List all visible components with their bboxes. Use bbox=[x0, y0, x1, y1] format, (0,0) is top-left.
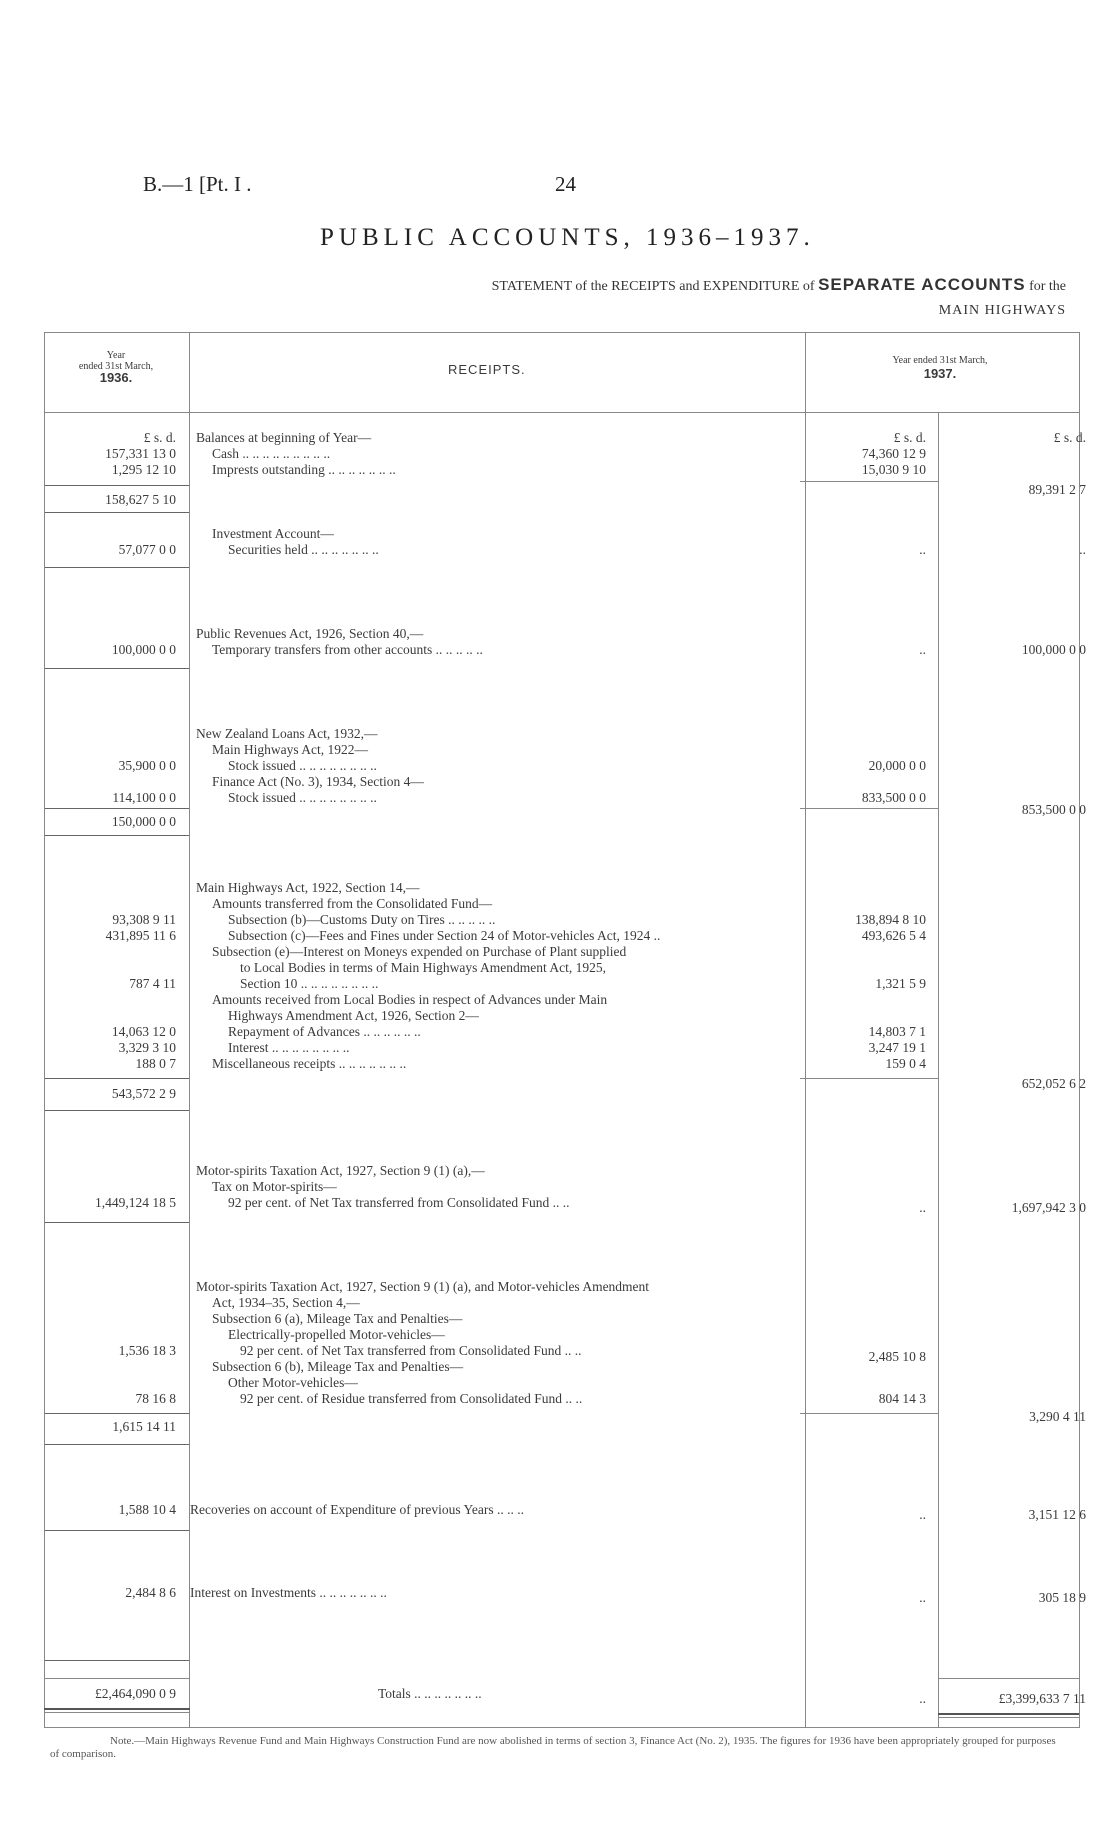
table-row-subtotal: 150,000 0 0 bbox=[111, 814, 176, 829]
table-row-prev: 78 16 8 bbox=[135, 1391, 176, 1406]
table-row-total: 3,151 12 6 bbox=[1028, 1507, 1086, 1522]
prev-year-heading-year: 1936. bbox=[99, 370, 133, 385]
table-row-total: 3,290 4 11 bbox=[1029, 1409, 1086, 1424]
table-row-label: Main Highways Act, 1922, Section 14,— bbox=[196, 880, 420, 895]
table-row-amount: 2,485 10 8 bbox=[868, 1349, 926, 1364]
table-row-subtotal: 1,615 14 11 bbox=[112, 1419, 176, 1434]
table-row-prev: 157,331 13 0 bbox=[105, 446, 176, 461]
table-row-label: Interest .. .. .. .. .. .. .. .. bbox=[228, 1040, 350, 1055]
subtotal-rule bbox=[800, 1413, 938, 1414]
totals-label: Totals .. .. .. .. .. .. .. bbox=[378, 1686, 482, 1701]
table-top-rule bbox=[44, 332, 1080, 333]
table-row-label: 92 per cent. of Residue transferred from Consolidated Fund .. .. bbox=[240, 1391, 583, 1406]
table-row-label: Imprests outstanding .. .. .. .. .. .. .. bbox=[212, 462, 396, 477]
table-row-label: Subsection (b)—Customs Duty on Tires .. .. .. .. .. bbox=[228, 912, 496, 927]
table-row-label: Recoveries on account of Expenditure of previous Years .. .. .. bbox=[190, 1502, 525, 1517]
section-rule bbox=[45, 835, 189, 836]
table-row-label: Amounts transferred from the Consolidated Fund— bbox=[212, 896, 493, 911]
statement-subtitle-line2: MAIN HIGHWAYS bbox=[938, 303, 1066, 318]
table-row-prev: 93,308 9 11 bbox=[112, 912, 176, 927]
section-rule bbox=[45, 1660, 189, 1661]
table-row-prev: 787 4 11 bbox=[129, 976, 176, 991]
subtotal-rule bbox=[800, 1078, 938, 1079]
table-row-amount: .. bbox=[919, 1507, 926, 1522]
receipts-column-rule bbox=[805, 332, 806, 1727]
prev-year-column-heading bbox=[44, 350, 188, 385]
table-row-amount: 804 14 3 bbox=[878, 1391, 926, 1406]
total-currency-header: £ s. d. bbox=[1053, 430, 1086, 445]
table-row-amount: 15,030 9 10 bbox=[861, 462, 926, 477]
statement-subtitle bbox=[492, 275, 1066, 295]
table-row-label: Amounts received from Local Bodies in respect of Advances under Main bbox=[212, 992, 608, 1007]
table-row-amount: 14,803 7 1 bbox=[868, 1024, 926, 1039]
table-row-label: Subsection (e)—Interest on Moneys expended on Purchase of Plant supplied bbox=[212, 944, 627, 959]
prev-year-heading-line1: Year bbox=[106, 350, 126, 361]
table-row-amount: 1,321 5 9 bbox=[875, 976, 926, 991]
table-row-label: Highways Amendment Act, 1926, Section 2— bbox=[228, 1008, 479, 1023]
table-row-amount: 20,000 0 0 bbox=[868, 758, 926, 773]
table-row-total: 652,052 6 2 bbox=[1021, 1076, 1086, 1091]
table-row-label: Public Revenues Act, 1926, Section 40,— bbox=[196, 626, 424, 641]
subtotal-rule bbox=[45, 1413, 189, 1414]
table-row-prev: 3,329 3 10 bbox=[118, 1040, 176, 1055]
table-row-label: Repayment of Advances .. .. .. .. .. .. bbox=[228, 1024, 421, 1039]
table-row-prev: 1,588 10 4 bbox=[118, 1502, 176, 1517]
table-row-amount: 833,500 0 0 bbox=[861, 790, 926, 805]
table-row-label: Securities held .. .. .. .. .. .. .. bbox=[228, 542, 379, 557]
current-year-heading-year: 1937. bbox=[923, 366, 957, 381]
grand-total-double-rule bbox=[938, 1717, 1079, 1718]
table-row-label: Finance Act (No. 3), 1934, Section 4— bbox=[212, 774, 424, 789]
prev-currency-header: £ s. d. bbox=[143, 430, 176, 445]
grand-total-double-rule bbox=[938, 1713, 1079, 1715]
table-row-label: Electrically-propelled Motor-vehicles— bbox=[228, 1327, 445, 1342]
subtotal-rule bbox=[800, 481, 938, 482]
table-row-prev: 14,063 12 0 bbox=[111, 1024, 176, 1039]
table-row-prev: 114,100 0 0 bbox=[112, 790, 176, 805]
table-row-label: Section 10 .. .. .. .. .. .. .. .. bbox=[240, 976, 379, 991]
table-row-label: 92 per cent. of Net Tax transferred from Consolidated Fund .. .. bbox=[240, 1343, 582, 1358]
section-rule bbox=[45, 1530, 189, 1531]
table-row-total: 1,697,942 3 0 bbox=[1011, 1200, 1086, 1215]
table-row-label: Act, 1934–35, Section 4,— bbox=[212, 1295, 360, 1310]
table-row-prev: 188 0 7 bbox=[135, 1056, 176, 1071]
amount-column-rule bbox=[938, 412, 939, 1727]
table-row-amount: 138,894 8 10 bbox=[855, 912, 926, 927]
section-rule bbox=[45, 512, 189, 513]
table-row-prev: 57,077 0 0 bbox=[118, 542, 176, 557]
table-row-label: Miscellaneous receipts .. .. .. .. .. .. .. bbox=[212, 1056, 407, 1071]
table-row-total: 305 18 9 bbox=[1038, 1590, 1086, 1605]
table-left-rule bbox=[44, 332, 45, 1727]
table-row-label: Balances at beginning of Year— bbox=[196, 430, 372, 445]
current-year-heading-line1: Year ended 31st March, bbox=[892, 355, 988, 366]
table-bottom-rule bbox=[44, 1727, 1080, 1728]
table-row-prev: 1,295 12 10 bbox=[111, 462, 176, 477]
subtotal-rule bbox=[45, 808, 189, 809]
subtotal-rule bbox=[800, 808, 938, 809]
table-row-prev: 1,449,124 18 5 bbox=[95, 1195, 176, 1210]
current-year-grand-total: £3,399,633 7 11 bbox=[998, 1691, 1086, 1706]
table-row-amount: .. bbox=[919, 1590, 926, 1605]
table-row-total: .. bbox=[1079, 542, 1086, 557]
table-row-subtotal: 543,572 2 9 bbox=[111, 1086, 176, 1101]
table-row-amount: 493,626 5 4 bbox=[861, 928, 926, 943]
table-row-amount: .. bbox=[919, 1200, 926, 1215]
section-rule bbox=[45, 567, 189, 568]
table-row-label: Investment Account— bbox=[212, 526, 334, 541]
table-row-label: 92 per cent. of Net Tax transferred from Consolidated Fund .. .. bbox=[228, 1195, 570, 1210]
table-row-label: New Zealand Loans Act, 1932,— bbox=[196, 726, 378, 741]
table-row-label: Motor-spirits Taxation Act, 1927, Section 9 (1) (a), and Motor-vehicles Amendment bbox=[196, 1279, 650, 1294]
section-rule bbox=[45, 1110, 189, 1111]
receipts-column-heading: RECEIPTS. bbox=[448, 362, 526, 377]
table-row-label: Subsection 6 (a), Mileage Tax and Penalties— bbox=[212, 1311, 463, 1326]
table-row-total: 89,391 2 7 bbox=[1028, 482, 1086, 497]
section-rule bbox=[45, 1222, 189, 1223]
table-row-label: Tax on Motor-spirits— bbox=[212, 1179, 337, 1194]
subtotal-rule bbox=[45, 1078, 189, 1079]
table-row-amount: 159 0 4 bbox=[885, 1056, 926, 1071]
subtitle-separate-accounts: SEPARATE ACCOUNTS bbox=[818, 275, 1026, 294]
table-row-amount: 3,247 19 1 bbox=[868, 1040, 926, 1055]
section-rule bbox=[45, 1444, 189, 1445]
table-row-prev: 35,900 0 0 bbox=[118, 758, 176, 773]
table-row-label: to Local Bodies in terms of Main Highways Amendment Act, 1925, bbox=[240, 960, 606, 975]
grand-total-rule bbox=[938, 1678, 1079, 1679]
header-bottom-rule bbox=[44, 412, 1080, 413]
page-title: PUBLIC ACCOUNTS, 1936–1937. bbox=[320, 224, 815, 251]
document-reference: B.—1 [Pt. I . bbox=[143, 172, 252, 196]
table-row-label: Main Highways Act, 1922— bbox=[212, 742, 368, 757]
table-row-label: Motor-spirits Taxation Act, 1927, Section 9 (1) (a),— bbox=[196, 1163, 485, 1178]
table-row-amount: .. bbox=[919, 1691, 926, 1706]
table-row-label: Stock issued .. .. .. .. .. .. .. .. bbox=[228, 790, 377, 805]
table-row-label: Other Motor-vehicles— bbox=[228, 1375, 358, 1390]
grand-total-double-rule bbox=[44, 1708, 190, 1710]
table-row-prev: 1,536 18 3 bbox=[118, 1343, 176, 1358]
table-row-label: Temporary transfers from other accounts .. .. .. .. .. bbox=[212, 642, 483, 657]
grand-total-rule bbox=[44, 1678, 190, 1679]
table-row-label: Interest on Investments .. .. .. .. .. .. .. bbox=[190, 1585, 387, 1600]
table-row-amount: .. bbox=[919, 542, 926, 557]
table-row-amount: .. bbox=[919, 642, 926, 657]
table-row-total: 100,000 0 0 bbox=[1021, 642, 1086, 657]
subtitle-post: for the bbox=[1029, 279, 1066, 294]
table-row-amount: 74,360 12 9 bbox=[861, 446, 926, 461]
prev-year-grand-total: £2,464,090 0 9 bbox=[95, 1686, 176, 1701]
subtotal-rule bbox=[45, 485, 189, 486]
prev-year-heading-line2: ended 31st March, bbox=[78, 361, 154, 372]
amount-currency-header: £ s. d. bbox=[893, 430, 926, 445]
table-row-label: Subsection 6 (b), Mileage Tax and Penalties— bbox=[212, 1359, 464, 1374]
table-row-prev: 2,484 8 6 bbox=[125, 1585, 176, 1600]
table-row-label: Subsection (c)—Fees and Fines under Section 24 of Motor-vehicles Act, 1924 .. bbox=[228, 928, 661, 943]
table-row-prev: 100,000 0 0 bbox=[111, 642, 176, 657]
table-row-prev: 431,895 11 6 bbox=[105, 928, 176, 943]
current-year-column-heading bbox=[790, 354, 1090, 382]
table-row-total: 853,500 0 0 bbox=[1021, 802, 1086, 817]
subtitle-pre: STATEMENT of the RECEIPTS and EXPENDITURE of bbox=[491, 279, 815, 294]
footnote: Note.—Main Highways Revenue Fund and Main Highways Construction Fund are now abolished in terms of section 3, Finance Act (No. 2), 1935. The figures for 1936 have been appropriately grouped for purposes of comparison. bbox=[50, 1735, 1056, 1760]
section-rule bbox=[45, 668, 189, 669]
page-number: 24 bbox=[555, 172, 576, 196]
grand-total-double-rule bbox=[44, 1712, 190, 1713]
table-row-label: Cash .. .. .. .. .. .. .. .. .. bbox=[212, 446, 331, 461]
table-row-subtotal: 158,627 5 10 bbox=[105, 492, 176, 507]
table-row-label: Stock issued .. .. .. .. .. .. .. .. bbox=[228, 758, 377, 773]
